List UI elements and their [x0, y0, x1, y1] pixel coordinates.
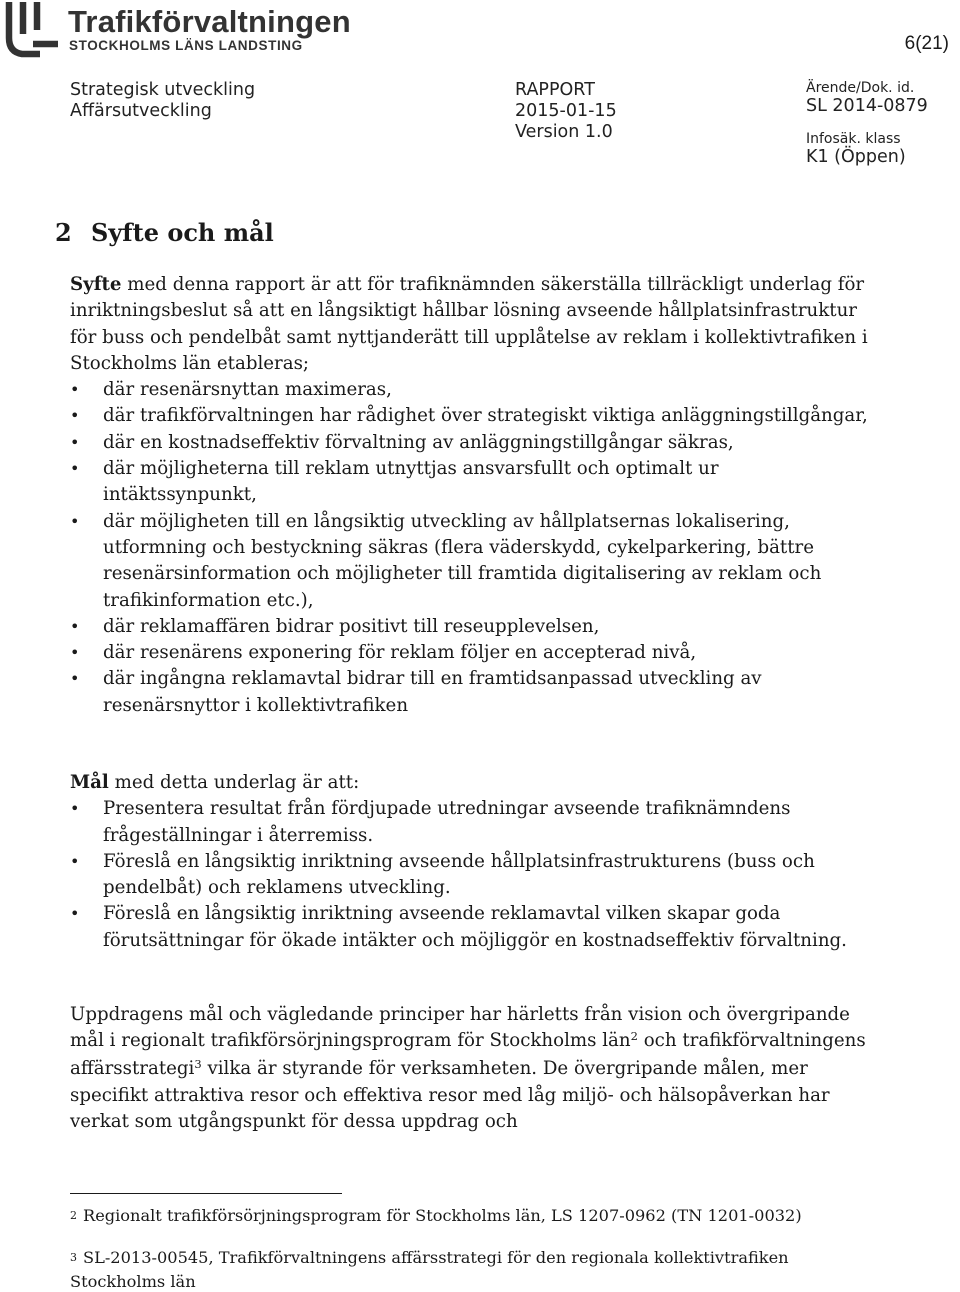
organization-logo [0, 0, 351, 58]
assignment-text-1: Uppdragens mål och vägledande principer har härletts från vision och övergripande mål i regionalt trafikförsörjningsprogram för Stockholms län [70, 1004, 850, 1052]
goals-bullet: • Presentera resultat från fördjupade utredningar avseende trafiknämndens frågeställningar i återremiss. [70, 796, 870, 849]
goals-lead: Mål [70, 772, 109, 793]
sl-logo-icon [0, 0, 62, 58]
section-title: Syfte och mål [91, 218, 274, 247]
section-number: 2 [55, 218, 72, 247]
header-document-info [515, 80, 617, 143]
goals-paragraph [70, 770, 870, 796]
footnote [70, 1247, 830, 1292]
footnote-text: SL-2013-00545, Trafikförvaltningens affärsstrategi för den regionala kollektivtrafiken Stockholms län [70, 1248, 789, 1291]
section-heading [55, 218, 274, 247]
goals-list [70, 796, 870, 954]
assignment-text-2: och trafikförvaltningens affärsstrategi [70, 1030, 866, 1079]
purpose-bullet: • där möjligheterna till reklam utnyttjas ansvarsfullt och optimalt ur intäktssynpunkt, [70, 456, 870, 509]
header-case-info [806, 80, 928, 168]
goals-block [70, 770, 870, 954]
document-type: RAPPORT [515, 80, 595, 100]
document-version: Version 1.0 [515, 122, 613, 142]
document-date: 2015-01-15 [515, 101, 617, 121]
case-id-value: SL 2014-0879 [806, 96, 928, 116]
purpose-bullet: • där trafikförvaltningen har rådighet över strategiskt viktiga anläggningstillgångar, [70, 403, 870, 429]
purpose-paragraph [70, 272, 870, 377]
footnote-ref[interactable]: 3 [194, 1056, 202, 1071]
footnote-text: Regionalt trafikförsörjningsprogram för Stockholms län, LS 1207-0962 (TN 1201-0032) [83, 1206, 802, 1225]
logo-subtitle: STOCKHOLMS LÄNS LANDSTING [69, 38, 303, 53]
page-number: 6(21) [904, 33, 949, 54]
purpose-text: med denna rapport är att för trafiknämnden säkerställa tillräckligt underlag för inriktningsbeslut så att en långsiktigt hållbar lösning avseende hållplatsinfrastruktur för buss och pendelbåt samt nyttjanderätt till upplåtelse av reklam i kollektivtrafiken i Stockholms län etableras; [70, 274, 868, 374]
goals-bullet: • Föreslå en långsiktig inriktning avseende hållplatsinfrastrukturens (buss och pendelbåt) och reklamens utveckling. [70, 849, 870, 902]
purpose-bullet: • där reklamaffären bidrar positivt till reseupplevelsen, [70, 614, 870, 640]
footnote-number: 3 [70, 1251, 77, 1264]
purpose-bullet: • där resenärsnyttan maximeras, [70, 377, 870, 403]
security-class-label: Infosäk. klass [806, 131, 901, 147]
footnote-number: 2 [70, 1209, 77, 1222]
purpose-bullet: • där möjligheten till en långsiktig utveckling av hållplatsernas lokalisering, utformning och bestyckning säkras (flera väderskydd, cykelparkering, bättre resenärsinformation och möjligheter till framtida digitalisering av reklam och trafikinformation etc.), [70, 509, 870, 614]
footnote-divider [70, 1193, 342, 1194]
purpose-bullet: • där en kostnadseffektiv förvaltning av anläggningstillgångar säkras, [70, 430, 870, 456]
goals-text: med detta underlag är att: [108, 772, 360, 793]
purpose-list [70, 377, 870, 719]
purpose-lead: Syfte [70, 274, 122, 295]
unit-name: Affärsutveckling [70, 101, 212, 121]
purpose-block [70, 272, 870, 719]
security-class-value: K1 (Öppen) [806, 147, 906, 167]
footnote-ref[interactable]: 2 [630, 1029, 638, 1044]
assignment-text-3: vilka är styrande för verksamheten. De övergripande målen, mer specifikt attraktiva resor och effektiva resor med låg miljö- och hälsopåverkan har verkat som utgångspunkt för dessa uppdrag och [70, 1057, 830, 1133]
purpose-bullet: • där resenärens exponering för reklam följer en accepterad nivå, [70, 640, 870, 666]
department-name: Strategisk utveckling [70, 80, 256, 100]
assignment-paragraph [70, 1002, 870, 1135]
purpose-bullet: • där ingångna reklamavtal bidrar till en framtidsanpassad utveckling av resenärsnyttor i kollektivtrafiken [70, 666, 870, 719]
logo-title: Trafikförvaltningen [68, 4, 351, 39]
footnote [70, 1205, 830, 1229]
header-department [70, 80, 255, 122]
case-id-label: Ärende/Dok. id. [806, 80, 915, 96]
goals-bullet: • Föreslå en långsiktig inriktning avseende reklamavtal vilken skapar goda förutsättningar för ökade intäkter och möjliggör en kostnadseffektiv förvaltning. [70, 901, 870, 954]
